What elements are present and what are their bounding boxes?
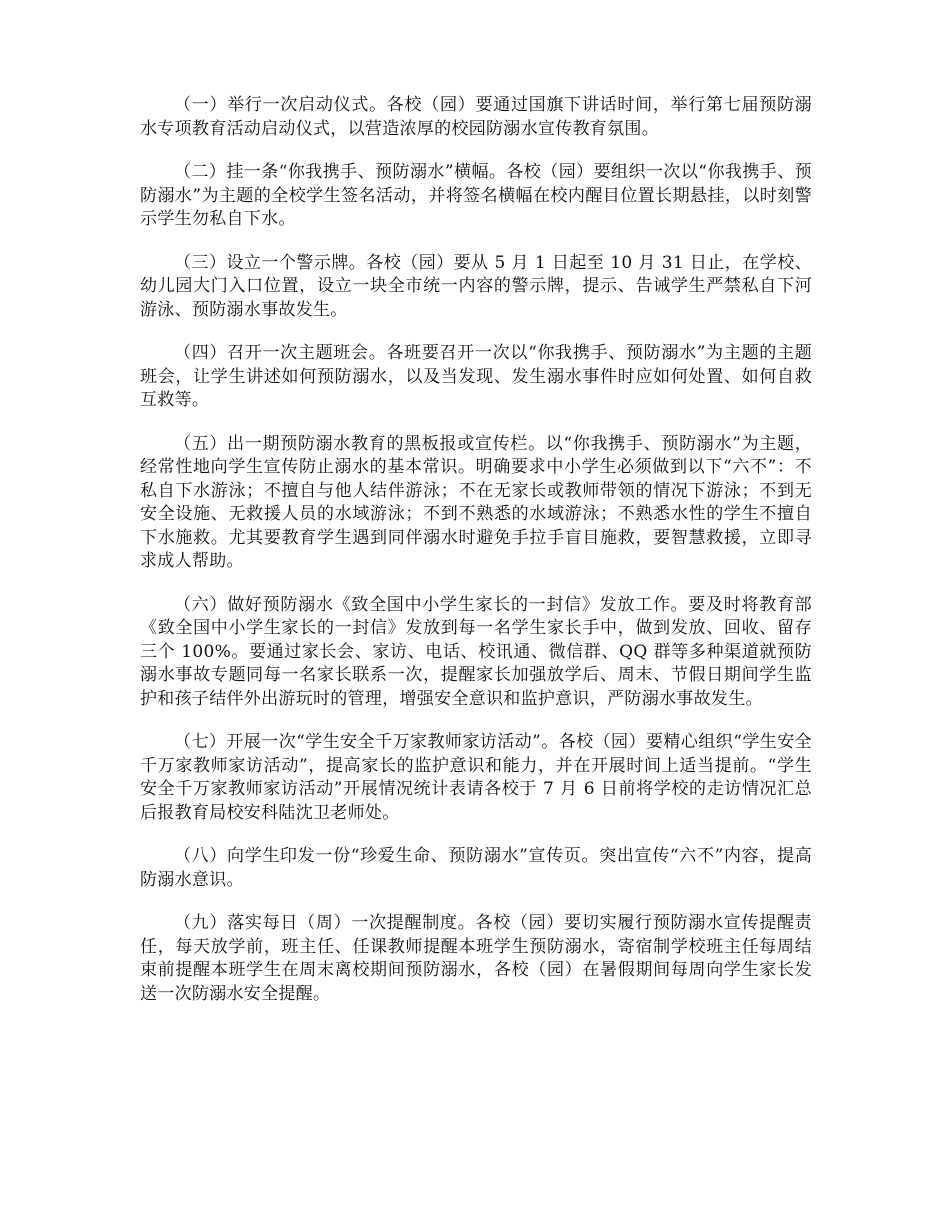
paragraph-3: （三）设立一个警示牌。各校（园）要从 5 月 1 日起至 10 月 31 日止，在学校、幼儿园大门入口位置，设立一块全市统一内容的警示牌，提示、告诫学生严禁私自下河游泳、预防溺水事故发生。 xyxy=(140,252,812,320)
paragraph-8: （八）向学生印发一份“珍爱生命、预防溺水”宣传页。突出宣传“六不”内容，提高防溺水意识。 xyxy=(140,846,812,890)
paragraph-5: （五）出一期预防溺水教育的黑板报或宣传栏。以“你我携手、预防溺水”为主题，经常性地向学生宣传防止溺水的基本常识。明确要求中小学生必须做到以下“六不”：不私自下水游泳；不擅自与他人结伴游泳；不在无家长或教师带领的情况下游泳；不到无安全设施、无救援人员的水域游泳；不到不熟悉的水域游泳；不熟悉水性的学生不擅自下水施救。尤其要教育学生遇到同伴溺水时避免手拉手盲目施救，要智慧救援，立即寻求成人帮助。 xyxy=(140,433,812,571)
paragraph-7: （七）开展一次“学生安全千万家教师家访活动”。各校（园）要精心组织“学生安全千万家教师家访活动”，提高家长的监护意识和能力，并在开展时间上适当提前。“学生安全千万家教师家访活动”开展情况统计表请各校于 7 月 6 日前将学校的走访情况汇总后报教育局校安科陆沈卫老师处。 xyxy=(140,732,812,823)
paragraph-2: （二）挂一条“你我携手、预防溺水”横幅。各校（园）要组织一次以“你我携手、预防溺水”为主题的全校学生签名活动，并将签名横幅在校内醒目位置长期悬挂，以时刻警示学生勿私自下水。 xyxy=(140,162,812,229)
paragraph-9: （九）落实每日（周）一次提醒制度。各校（园）要切实履行预防溺水宣传提醒责任，每天放学前，班主任、任课教师提醒本班学生预防溺水，寄宿制学校班主任每周结束前提醒本班学生在周末离校期间预防溺水，各校（园）在暑假期间每周向学生家长发送一次防溺水安全提醒。 xyxy=(140,913,812,1004)
paragraph-1: （一）举行一次启动仪式。各校（园）要通过国旗下讲话时间，举行第七届预防溺水专项教育活动启动仪式，以营造浓厚的校园防溺水宣传教育氛围。 xyxy=(140,95,812,139)
paragraph-6: （六）做好预防溺水《致全国中小学生家长的一封信》发放工作。要及时将教育部《致全国中小学生家长的一封信》发放到每一名学生家长手中，做到发放、回收、留存三个 100%。要通过家长会、家访、电话、校讯通、微信群、QQ 群等多种渠道就预防溺水事故专题同每一名家长联系一次，提醒家长加强放学后、周末、节假日期间学生监护和孩子结伴外出游玩时的管理，增强安全意识和监护意识，严防溺水事故发生。 xyxy=(140,594,812,709)
paragraph-4: （四）召开一次主题班会。各班要召开一次以“你我携手、预防溺水”为主题的主题班会，让学生讲述如何预防溺水，以及当发现、发生溺水事件时应如何处置、如何自救互救等。 xyxy=(140,343,812,410)
document-body xyxy=(140,94,812,1026)
